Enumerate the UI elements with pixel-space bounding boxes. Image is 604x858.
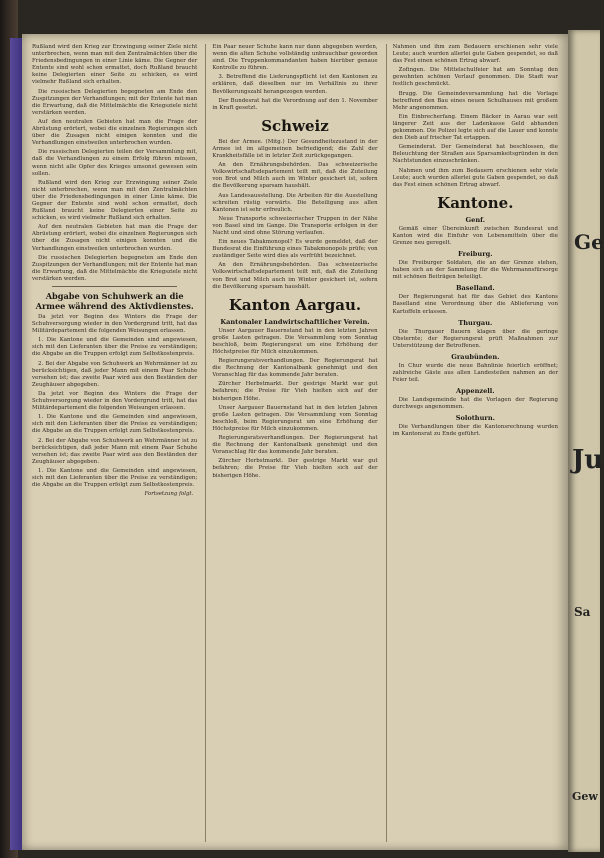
subheading: Freiburg. bbox=[458, 250, 493, 259]
paragraph: Da jetzt vor Beginn des Winters die Frage der Schuhversorgung wieder in den Vordergrund tritt, hat das Militärdepartement die folgenden Weisungen erlassen. bbox=[32, 390, 198, 412]
paragraph: Die russischen Delegierten begegneten am Ende den Zuspitzungen der Verhandlungen; mit der Entente hat man die Erwartung, daß die Mittelmächte die Kriegsziele nicht verstärken werden. bbox=[32, 88, 198, 116]
paragraph: Die Verhandlungen über die Kantonsrechnung wurden im Kantonsrat zu Ende geführt. bbox=[392, 424, 558, 438]
paragraph: 2. Bei der Abgabe von Schuhwerk an Wehrmänner ist zu berücksichtigen, daß jeder Mann mit einem Paar Schuhe versehen ist; das zweite Paar wird aus den Beständen der Zeughäuser abgegeben. bbox=[32, 360, 198, 388]
paragraph: Auf den neutralen Gebieten hat man die Frage der Abrüstung erörtert, wobei die einzelnen Regierungen sich über die Zusagen nicht einigen konnten und die Verhandlungen einstweilen unterbrochen wurden. bbox=[32, 224, 198, 252]
paragraph: Die Freiburger Soldaten, die an der Grenze stehen, haben sich an der Sammlung für die Wehrmannsfürsorge mit schönen Beiträgen beteiligt. bbox=[392, 260, 558, 281]
paragraph: Neue Transporte schweizerischer Truppen in der Nähe von Basel sind im Gange. Die Transporte erfolgen in der Nacht und sind ohne Störung verlaufen. bbox=[212, 215, 378, 236]
subheading: Graubünden. bbox=[451, 352, 500, 361]
book-spine-cover bbox=[10, 38, 22, 850]
subheading: Appenzell. bbox=[456, 387, 495, 396]
paragraph: Die russischen Delegierten begegneten am Ende den Zuspitzungen der Verhandlungen; mit der Entente hat man die Erwartung, daß die Mittelmächte die Kriegsziele nicht verstärken werden. bbox=[32, 254, 198, 282]
column-3 bbox=[386, 44, 558, 842]
paragraph: Die Landsgemeinde hat die Vorlagen der Regierung durchwegs angenommen. bbox=[392, 397, 558, 411]
paragraph: Gemäß einer Übereinkunft zwischen Bundesrat und Kanton wird die Einfuhr von Lebensmitteln über die Grenze neu geregelt. bbox=[392, 225, 558, 246]
paragraph: 1. Die Kantone und die Gemeinden sind angewiesen, sich mit den Lieferanten über die Preise zu verständigen; die Abgabe an die Truppen erfolgt zum Selbstkostenpreis. bbox=[32, 337, 198, 358]
subheading: Thurgau. bbox=[458, 318, 493, 327]
subheading: Kantonaler Landwirtschaftlicher Verein. bbox=[220, 317, 370, 326]
paragraph: In Chur wurde die neue Bahnlinie feierlich eröffnet; zahlreiche Gäste aus allen Landesteilen nahmen an der Feier teil. bbox=[392, 362, 558, 384]
continuation-note: Fortsetzung folgt. bbox=[144, 491, 194, 498]
paragraph: Der Regierungsrat hat für das Gebiet des Kantons Baselland eine Verordnung über die Ablieferung von Kartoffeln erlassen. bbox=[392, 294, 558, 315]
paragraph: Nahmen und ihm zum Bedauern erschienen sehr viele Leute; auch wurden allerlei gute Gaben gespendet, so daß das Fest einen schönen Ertrag abwarf. bbox=[392, 44, 558, 65]
paragraph: Unser Aargauer Bauernstand hat in den letzten Jahren große Lasten getragen. Die Versammlung vom Sonntag beschloß, beim Regierungsrat um eine Erhöhung der Höchstpreise für Milch einzukommen. bbox=[212, 404, 378, 432]
paragraph: Ein Paar neuer Schuhe kann nur dann abgegeben werden, wenn die alten Schuhe vollständig unbrauchbar geworden sind. Die Truppenkommandanten haben hierüber genaue Kontrolle zu führen. bbox=[212, 44, 378, 72]
paragraph: 3. Betreffend die Lieferungspflicht ist den Kantonen zu erklären, daß dieselben nur im Verhältnis zu ihrer Bevölkerungszahl herangezogen werden. bbox=[212, 74, 378, 95]
edge-word: Sa bbox=[574, 605, 591, 619]
paragraph: Ein Einbrecherfang. Einem Bäcker in Aarau war seit längerer Zeit aus der Ladenkasse Geld abhanden gekommen. Die Polizei legte sich auf die Lauer und konnte den Dieb auf frischer Tat ertappen. bbox=[392, 113, 558, 142]
section-heading-aargau: Kanton Aargau. bbox=[228, 295, 362, 314]
paragraph: Zürcher Herbstmarkt. Der gestrige Markt war gut befahren; die Preise für Vieh hielten sich auf der bisherigen Höhe. bbox=[212, 458, 378, 479]
paragraph: Brugg. Die Gemeindeversammlung hat die Vorlage betreffend den Bau eines neuen Schulhauses mit großem Mehr angenommen. bbox=[392, 90, 558, 111]
edge-word: Gew bbox=[572, 790, 598, 803]
article-heading: Abgabe von Schuhwerk an die Armee während des Aktivdienstes. bbox=[35, 291, 194, 311]
paragraph: Aus Landesausstellung. Die Arbeiten für die Ausstellung schreiten rüstig vorwärts. Die Beteiligung aus allen Kantonen ist sehr erfreulich. bbox=[212, 192, 378, 213]
adjacent-page-edge bbox=[568, 30, 604, 852]
divider bbox=[52, 286, 177, 287]
paragraph: Der Bundesrat hat die Verordnung auf den 1. November in Kraft gesetzt. bbox=[212, 97, 378, 111]
section-heading-schweiz: Schweiz bbox=[261, 116, 329, 135]
paragraph: Rußland wird den Krieg zur Erzwingung seiner Ziele nicht unterbrechen, wenn man mit den Zentralmächten über die Friedensbedingungen in einer Linie käme. Die Gegner der Entente sind wohl schon ermattet, doch Rußland braucht keine Delegierten einer Seite zu schicken, es wird vielmehr Rußland sich erhalten. bbox=[32, 179, 198, 222]
edge-word: Ju bbox=[572, 445, 604, 475]
newspaper-page bbox=[22, 34, 568, 850]
paragraph: 2. Bei der Abgabe von Schuhwerk an Wehrmänner ist zu berücksichtigen, daß jeder Mann mit einem Paar Schuhe versehen ist; das zweite Paar wird aus den Beständen der Zeughäuser abgegeben. bbox=[32, 437, 198, 465]
paragraph: Ein neues Tabakmonopol? Es wurde gemeldet, daß der Bundesrat die Einführung eines Tabakmonopols prüfe; von zuständiger Seite wird dies als verfrüht bezeichnet. bbox=[212, 239, 378, 260]
paragraph: Regierungsratsverhandlungen. Der Regierungsrat hat die Rechnung der Kantonalbank genehmigt und den Voranschlag für das kommende Jahr beraten. bbox=[212, 358, 378, 379]
column-1 bbox=[32, 44, 197, 842]
paragraph: An den Ernährungsbehörden. Das schweizerische Volkswirtschaftsdepartement teilt mit, daß die Zuteilung von Brot und Milch auch im Winter gesichert ist, sofern die Bevölkerung sparsam haushält. bbox=[212, 262, 378, 290]
paragraph: An den Ernährungsbehörden. Das schweizerische Volkswirtschaftsdepartement teilt mit, daß die Zuteilung von Brot und Milch auch im Winter gesichert ist, sofern die Bevölkerung sparsam haushält. bbox=[212, 162, 378, 190]
paragraph: Bei der Armee. (Mitg.) Der Gesundheitszustand in der Armee ist im allgemeinen befriedigend; die Zahl der Krankheitsfälle ist in letzter Zeit zurückgegangen. bbox=[212, 138, 378, 160]
paragraph: Rußland wird den Krieg zur Erzwingung seiner Ziele nicht unterbrechen, wenn man mit den Zentralmächten über die Friedensbedingungen in einer Linie käme. Die Gegner der Entente sind wohl schon ermattet, doch Rußland braucht keine Delegierten einer Seite zu schicken, es wird vielmehr Rußland sich erhalten. bbox=[32, 44, 198, 86]
subheading: Genf. bbox=[465, 215, 486, 224]
subheading: Baselland. bbox=[455, 284, 495, 293]
paragraph: Regierungsratsverhandlungen. Der Regierungsrat hat die Rechnung der Kantonalbank genehmigt und den Voranschlag für das kommende Jahr beraten. bbox=[212, 435, 378, 456]
section-heading-kantone: Kantone. bbox=[437, 193, 514, 212]
paragraph: Unser Aargauer Bauernstand hat in den letzten Jahren große Lasten getragen. Die Versammlung vom Sonntag beschloß, beim Regierungsrat um eine Erhöhung der Höchstpreise für Milch einzukommen. bbox=[212, 327, 378, 355]
paragraph: Zürcher Herbstmarkt. Der gestrige Markt war gut befahren; die Preise für Vieh hielten sich auf der bisherigen Höhe. bbox=[212, 381, 378, 402]
paragraph: 1. Die Kantone und die Gemeinden sind angewiesen, sich mit den Lieferanten über die Preise zu verständigen; die Abgabe an die Truppen erfolgt zum Selbstkostenpreis. bbox=[32, 467, 198, 489]
subheading: Solothurn. bbox=[455, 414, 495, 423]
paragraph: Nahmen und ihm zum Bedauern erschienen sehr viele Leute; auch wurden allerlei gute Gaben gespendet, so daß das Fest einen schönen Ertrag abwarf. bbox=[392, 167, 558, 188]
paragraph: Da jetzt vor Beginn des Winters die Frage der Schuhversorgung wieder in den Vordergrund tritt, hat das Militärdepartement die folgenden Weisungen erlassen. bbox=[32, 314, 198, 335]
paragraph: Die russischen Delegierten teilen der Versammlung mit, daß die Verhandlungen zu einem Erfolg führen müssen, wenn nicht alle Opfer des Krieges umsonst gewesen sein sollen. bbox=[32, 149, 198, 177]
paragraph: Gemeinderat. Der Gemeinderat hat beschlossen, die Beleuchtung der Straßen aus Sparsamkeitsgründen in den Nachtstunden einzuschränken. bbox=[392, 144, 558, 165]
column-2 bbox=[205, 44, 377, 842]
edge-word: Ge bbox=[574, 230, 604, 254]
paragraph: Auf den neutralen Gebieten hat man die Frage der Abrüstung erörtert, wobei die einzelnen Regierungen sich über die Zusagen nicht einigen konnten und die Verhandlungen einstweilen unterbrochen wurden. bbox=[32, 118, 198, 147]
paragraph: Zofingen. Die Mittelschulfeier hat am Sonntag den gewohnten schönen Verlauf genommen. Die Stadt war festlich geschmückt. bbox=[392, 67, 558, 88]
paragraph: Die Thurgauer Bauern klagen über die geringe Obsternte; der Regierungsrat prüft Maßnahmen zur Unterstützung der Betroffenen. bbox=[392, 328, 558, 349]
paragraph: 1. Die Kantone und die Gemeinden sind angewiesen, sich mit den Lieferanten über die Preise zu verständigen; die Abgabe an die Truppen erfolgt zum Selbstkostenpreis. bbox=[32, 414, 198, 435]
